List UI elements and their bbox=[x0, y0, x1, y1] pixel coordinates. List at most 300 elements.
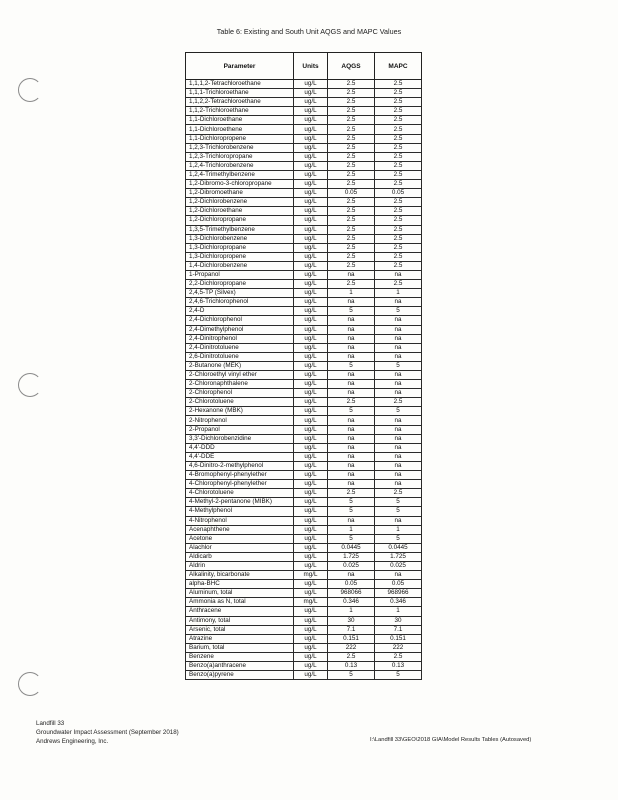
cell-mapc: na bbox=[375, 416, 422, 425]
cell-mapc: 2.5 bbox=[375, 225, 422, 234]
cell-mapc: 0.346 bbox=[375, 598, 422, 607]
table-row bbox=[186, 616, 422, 625]
cell-units: mg/L bbox=[294, 598, 328, 607]
table-row bbox=[186, 234, 422, 243]
cell-aqgs: na bbox=[328, 471, 375, 480]
cell-parameter: 2,4-Dichlorophenol bbox=[186, 316, 294, 325]
header-aqgs: AQGS bbox=[328, 53, 375, 80]
cell-mapc: na bbox=[375, 434, 422, 443]
cell-mapc: 222 bbox=[375, 643, 422, 652]
cell-aqgs: na bbox=[328, 461, 375, 470]
cell-aqgs: 7.1 bbox=[328, 625, 375, 634]
cell-aqgs: na bbox=[328, 516, 375, 525]
table-row bbox=[186, 134, 422, 143]
cell-aqgs: na bbox=[328, 389, 375, 398]
cell-mapc: na bbox=[375, 316, 422, 325]
table-row bbox=[186, 207, 422, 216]
cell-parameter: 2,6-Dinitrotoluene bbox=[186, 352, 294, 361]
cell-aqgs: 2.5 bbox=[328, 252, 375, 261]
cell-aqgs: 0.0445 bbox=[328, 543, 375, 552]
cell-mapc: 5 bbox=[375, 507, 422, 516]
cell-mapc: na bbox=[375, 270, 422, 279]
cell-units: ug/L bbox=[294, 225, 328, 234]
table-row bbox=[186, 198, 422, 207]
cell-aqgs: na bbox=[328, 434, 375, 443]
cell-mapc: 7.1 bbox=[375, 625, 422, 634]
cell-units: ug/L bbox=[294, 361, 328, 370]
cell-parameter: Alachlor bbox=[186, 543, 294, 552]
cell-parameter: 1,2-Dibromoethane bbox=[186, 189, 294, 198]
cell-aqgs: 2.5 bbox=[328, 180, 375, 189]
cell-units: ug/L bbox=[294, 289, 328, 298]
cell-units: ug/L bbox=[294, 371, 328, 380]
cell-mapc: 30 bbox=[375, 616, 422, 625]
cell-aqgs: 2.5 bbox=[328, 161, 375, 170]
cell-parameter: 2-Chlorotoluene bbox=[186, 398, 294, 407]
cell-parameter: 2-Butanone (MEK) bbox=[186, 361, 294, 370]
cell-aqgs: 2.5 bbox=[328, 216, 375, 225]
cell-aqgs: 1 bbox=[328, 525, 375, 534]
table-row bbox=[186, 216, 422, 225]
cell-aqgs: 5 bbox=[328, 534, 375, 543]
cell-aqgs: 2.5 bbox=[328, 170, 375, 179]
cell-parameter: 1,1,2-Trichloroethane bbox=[186, 107, 294, 116]
cell-mapc: 2.5 bbox=[375, 198, 422, 207]
cell-parameter: 1,3-Dichloropropane bbox=[186, 243, 294, 252]
cell-units: ug/L bbox=[294, 434, 328, 443]
cell-parameter: 2,4-Dinitrophenol bbox=[186, 334, 294, 343]
cell-mapc: na bbox=[375, 334, 422, 343]
binder-hole-top bbox=[18, 78, 42, 102]
cell-units: ug/L bbox=[294, 243, 328, 252]
cell-aqgs: 968066 bbox=[328, 589, 375, 598]
table-row bbox=[186, 380, 422, 389]
table-row bbox=[186, 543, 422, 552]
cell-units: ug/L bbox=[294, 116, 328, 125]
table-row bbox=[186, 161, 422, 170]
cell-parameter: Ammonia as N, total bbox=[186, 598, 294, 607]
table-row bbox=[186, 407, 422, 416]
cell-mapc: 5 bbox=[375, 307, 422, 316]
cell-parameter: Antimony, total bbox=[186, 616, 294, 625]
table-row bbox=[186, 225, 422, 234]
cell-parameter: 2,4,6-Trichlorophenol bbox=[186, 298, 294, 307]
cell-parameter: 4-Chlorophenyl-phenylether bbox=[186, 480, 294, 489]
cell-aqgs: na bbox=[328, 343, 375, 352]
cell-mapc: 0.13 bbox=[375, 662, 422, 671]
cell-units: ug/L bbox=[294, 280, 328, 289]
cell-units: ug/L bbox=[294, 634, 328, 643]
cell-units: ug/L bbox=[294, 398, 328, 407]
table-row bbox=[186, 307, 422, 316]
table-row bbox=[186, 289, 422, 298]
cell-aqgs: na bbox=[328, 480, 375, 489]
cell-aqgs: na bbox=[328, 416, 375, 425]
cell-units: ug/L bbox=[294, 316, 328, 325]
cell-parameter: 1,1,1,2-Tetrachloroethane bbox=[186, 80, 294, 89]
page-title: Table 6: Existing and South Unit AQGS and MAPC Values bbox=[216, 27, 402, 36]
table-row bbox=[186, 525, 422, 534]
cell-aqgs: 1.725 bbox=[328, 552, 375, 561]
cell-units: ug/L bbox=[294, 561, 328, 570]
cell-parameter: Benzo(a)pyrene bbox=[186, 671, 294, 680]
cell-mapc: 0.025 bbox=[375, 561, 422, 570]
cell-units: ug/L bbox=[294, 143, 328, 152]
cell-parameter: alpha-BHC bbox=[186, 580, 294, 589]
binder-hole-bottom bbox=[18, 672, 42, 696]
table-row bbox=[186, 571, 422, 580]
table-row bbox=[186, 461, 422, 470]
cell-parameter: 4,4'-DDE bbox=[186, 452, 294, 461]
cell-parameter: 1-Propanol bbox=[186, 270, 294, 279]
cell-aqgs: 2.5 bbox=[328, 234, 375, 243]
cell-mapc: 2.5 bbox=[375, 98, 422, 107]
cell-aqgs: na bbox=[328, 298, 375, 307]
cell-aqgs: 2.5 bbox=[328, 207, 375, 216]
cell-parameter: Atrazine bbox=[186, 634, 294, 643]
cell-units: ug/L bbox=[294, 98, 328, 107]
cell-mapc: 5 bbox=[375, 498, 422, 507]
cell-mapc: na bbox=[375, 571, 422, 580]
cell-mapc: 2.5 bbox=[375, 652, 422, 661]
cell-parameter: 3,3'-Dichlorobenzidine bbox=[186, 434, 294, 443]
cell-mapc: na bbox=[375, 443, 422, 452]
cell-parameter: Benzo(a)anthracene bbox=[186, 662, 294, 671]
table-row bbox=[186, 671, 422, 680]
cell-mapc: na bbox=[375, 516, 422, 525]
cell-mapc: na bbox=[375, 352, 422, 361]
table-row bbox=[186, 398, 422, 407]
table-body bbox=[186, 80, 422, 680]
table-row bbox=[186, 334, 422, 343]
cell-mapc: na bbox=[375, 452, 422, 461]
cell-aqgs: na bbox=[328, 452, 375, 461]
cell-mapc: na bbox=[375, 389, 422, 398]
cell-parameter: 1,2-Dichloropropane bbox=[186, 216, 294, 225]
table-row bbox=[186, 489, 422, 498]
cell-units: ug/L bbox=[294, 643, 328, 652]
table-row bbox=[186, 352, 422, 361]
cell-aqgs: 2.5 bbox=[328, 98, 375, 107]
cell-aqgs: 5 bbox=[328, 307, 375, 316]
cell-units: ug/L bbox=[294, 498, 328, 507]
cell-parameter: 4-Bromophenyl-phenylether bbox=[186, 471, 294, 480]
cell-units: ug/L bbox=[294, 152, 328, 161]
cell-aqgs: 2.5 bbox=[328, 134, 375, 143]
cell-units: ug/L bbox=[294, 134, 328, 143]
cell-parameter: 1,2,4-Trimethylbenzene bbox=[186, 170, 294, 179]
table-row bbox=[186, 361, 422, 370]
cell-mapc: 2.5 bbox=[375, 161, 422, 170]
cell-parameter: 4,6-Dinitro-2-methylphenol bbox=[186, 461, 294, 470]
table-row bbox=[186, 643, 422, 652]
table-row bbox=[186, 425, 422, 434]
cell-parameter: 1,1-Dichloroethene bbox=[186, 125, 294, 134]
cell-aqgs: 222 bbox=[328, 643, 375, 652]
cell-parameter: 4-Nitrophenol bbox=[186, 516, 294, 525]
cell-parameter: Arsenic, total bbox=[186, 625, 294, 634]
cell-units: ug/L bbox=[294, 170, 328, 179]
table-row bbox=[186, 298, 422, 307]
table-row bbox=[186, 607, 422, 616]
cell-parameter: 2,2-Dichloropropane bbox=[186, 280, 294, 289]
cell-parameter: 4-Methyl-2-pentanone (MIBK) bbox=[186, 498, 294, 507]
cell-aqgs: na bbox=[328, 571, 375, 580]
table-row bbox=[186, 143, 422, 152]
cell-units: ug/L bbox=[294, 461, 328, 470]
cell-aqgs: na bbox=[328, 443, 375, 452]
cell-mapc: 2.5 bbox=[375, 143, 422, 152]
cell-parameter: Acenaphthene bbox=[186, 525, 294, 534]
cell-aqgs: 2.5 bbox=[328, 489, 375, 498]
cell-mapc: 5 bbox=[375, 361, 422, 370]
cell-parameter: 1,2-Dichloroethane bbox=[186, 207, 294, 216]
cell-units: ug/L bbox=[294, 307, 328, 316]
cell-aqgs: 5 bbox=[328, 498, 375, 507]
cell-aqgs: 30 bbox=[328, 616, 375, 625]
table-row bbox=[186, 589, 422, 598]
cell-mapc: na bbox=[375, 425, 422, 434]
cell-parameter: 2-Propanol bbox=[186, 425, 294, 434]
cell-parameter: 4-Chlorotoluene bbox=[186, 489, 294, 498]
cell-parameter: Alkalinity, bicarbonate bbox=[186, 571, 294, 580]
cell-aqgs: 2.5 bbox=[328, 261, 375, 270]
table-row bbox=[186, 80, 422, 89]
table-row bbox=[186, 416, 422, 425]
cell-parameter: 2,4-D bbox=[186, 307, 294, 316]
cell-parameter: 2,4-Dimethylphenol bbox=[186, 325, 294, 334]
cell-units: ug/L bbox=[294, 580, 328, 589]
cell-units: ug/L bbox=[294, 489, 328, 498]
cell-units: mg/L bbox=[294, 571, 328, 580]
cell-mapc: 5 bbox=[375, 407, 422, 416]
cell-aqgs: na bbox=[328, 352, 375, 361]
cell-aqgs: na bbox=[328, 380, 375, 389]
cell-parameter: 1,2,3-Trichloropropane bbox=[186, 152, 294, 161]
table-row bbox=[186, 452, 422, 461]
table-row bbox=[186, 116, 422, 125]
cell-aqgs: 1 bbox=[328, 289, 375, 298]
footer-report: Groundwater Impact Assessment (September 2018) bbox=[36, 728, 179, 736]
footer-project: Landfill 33 bbox=[36, 720, 65, 727]
cell-mapc: 2.5 bbox=[375, 252, 422, 261]
cell-aqgs: 5 bbox=[328, 671, 375, 680]
cell-units: ug/L bbox=[294, 416, 328, 425]
cell-units: ug/L bbox=[294, 352, 328, 361]
cell-units: ug/L bbox=[294, 425, 328, 434]
cell-mapc: na bbox=[375, 343, 422, 352]
cell-mapc: 2.5 bbox=[375, 134, 422, 143]
cell-parameter: 2-Nitrophenol bbox=[186, 416, 294, 425]
cell-mapc: 2.5 bbox=[375, 216, 422, 225]
cell-units: ug/L bbox=[294, 671, 328, 680]
cell-parameter: 1,2,3-Trichlorobenzene bbox=[186, 143, 294, 152]
cell-units: ug/L bbox=[294, 180, 328, 189]
table-row bbox=[186, 598, 422, 607]
cell-aqgs: 2.5 bbox=[328, 152, 375, 161]
table-row bbox=[186, 89, 422, 98]
cell-mapc: 2.5 bbox=[375, 261, 422, 270]
cell-aqgs: na bbox=[328, 371, 375, 380]
cell-mapc: na bbox=[375, 471, 422, 480]
cell-units: ug/L bbox=[294, 516, 328, 525]
table-row bbox=[186, 280, 422, 289]
table-row bbox=[186, 507, 422, 516]
table-row bbox=[186, 243, 422, 252]
cell-parameter: 2-Chloroethyl vinyl ether bbox=[186, 371, 294, 380]
table-row bbox=[186, 180, 422, 189]
cell-units: ug/L bbox=[294, 261, 328, 270]
cell-aqgs: 0.346 bbox=[328, 598, 375, 607]
table-row bbox=[186, 107, 422, 116]
cell-units: ug/L bbox=[294, 252, 328, 261]
cell-units: ug/L bbox=[294, 198, 328, 207]
cell-units: ug/L bbox=[294, 161, 328, 170]
cell-parameter: 2-Chlorophenol bbox=[186, 389, 294, 398]
cell-units: ug/L bbox=[294, 380, 328, 389]
cell-mapc: na bbox=[375, 325, 422, 334]
cell-units: ug/L bbox=[294, 80, 328, 89]
table-row bbox=[186, 389, 422, 398]
cell-parameter: 1,1,1-Trichloroethane bbox=[186, 89, 294, 98]
cell-units: ug/L bbox=[294, 534, 328, 543]
cell-aqgs: 2.5 bbox=[328, 243, 375, 252]
table-row bbox=[186, 652, 422, 661]
cell-parameter: 1,3,5-Trimethylbenzene bbox=[186, 225, 294, 234]
cell-mapc: 2.5 bbox=[375, 152, 422, 161]
cell-mapc: na bbox=[375, 371, 422, 380]
cell-parameter: 2-Chloronaphthalene bbox=[186, 380, 294, 389]
cell-parameter: Acetone bbox=[186, 534, 294, 543]
cell-aqgs: na bbox=[328, 325, 375, 334]
cell-mapc: 2.5 bbox=[375, 89, 422, 98]
cell-parameter: 2,4-Dinitrotoluene bbox=[186, 343, 294, 352]
cell-units: ug/L bbox=[294, 443, 328, 452]
cell-units: ug/L bbox=[294, 616, 328, 625]
cell-aqgs: 2.5 bbox=[328, 225, 375, 234]
cell-parameter: Benzene bbox=[186, 652, 294, 661]
table-row bbox=[186, 125, 422, 134]
cell-parameter: 1,3-Dichloropropene bbox=[186, 252, 294, 261]
cell-parameter: 1,1-Dichloroethane bbox=[186, 116, 294, 125]
cell-mapc: na bbox=[375, 298, 422, 307]
footer-info bbox=[36, 720, 179, 746]
cell-mapc: 2.5 bbox=[375, 243, 422, 252]
table-row bbox=[186, 480, 422, 489]
cell-aqgs: 2.5 bbox=[328, 125, 375, 134]
table-row bbox=[186, 634, 422, 643]
cell-units: ug/L bbox=[294, 652, 328, 661]
table-row bbox=[186, 434, 422, 443]
cell-mapc: 2.5 bbox=[375, 234, 422, 243]
table-row bbox=[186, 561, 422, 570]
cell-mapc: 0.0445 bbox=[375, 543, 422, 552]
cell-aqgs: 0.13 bbox=[328, 662, 375, 671]
table-row bbox=[186, 498, 422, 507]
cell-units: ug/L bbox=[294, 407, 328, 416]
cell-parameter: Anthracene bbox=[186, 607, 294, 616]
table-row bbox=[186, 343, 422, 352]
cell-mapc: 2.5 bbox=[375, 170, 422, 179]
table-row bbox=[186, 580, 422, 589]
header-units: Units bbox=[294, 53, 328, 80]
cell-aqgs: 2.5 bbox=[328, 280, 375, 289]
cell-mapc: na bbox=[375, 480, 422, 489]
cell-parameter: 1,3-Dichlorobenzene bbox=[186, 234, 294, 243]
cell-units: ug/L bbox=[294, 662, 328, 671]
table-row bbox=[186, 443, 422, 452]
cell-parameter: 1,1-Dichloropropene bbox=[186, 134, 294, 143]
cell-parameter: 1,2-Dibromo-3-chloropropane bbox=[186, 180, 294, 189]
cell-mapc: 2.5 bbox=[375, 398, 422, 407]
cell-parameter: 1,2,4-Trichlorobenzene bbox=[186, 161, 294, 170]
cell-units: ug/L bbox=[294, 471, 328, 480]
cell-mapc: 0.05 bbox=[375, 580, 422, 589]
cell-units: ug/L bbox=[294, 216, 328, 225]
cell-units: ug/L bbox=[294, 480, 328, 489]
cell-mapc: na bbox=[375, 461, 422, 470]
cell-mapc: 968966 bbox=[375, 589, 422, 598]
cell-aqgs: 0.025 bbox=[328, 561, 375, 570]
cell-units: ug/L bbox=[294, 334, 328, 343]
cell-units: ug/L bbox=[294, 543, 328, 552]
cell-mapc: 2.5 bbox=[375, 280, 422, 289]
cell-units: ug/L bbox=[294, 189, 328, 198]
cell-mapc: 2.5 bbox=[375, 80, 422, 89]
cell-aqgs: 2.5 bbox=[328, 652, 375, 661]
cell-parameter: 1,1,2,2-Tetrachloroethane bbox=[186, 98, 294, 107]
cell-units: ug/L bbox=[294, 552, 328, 561]
table-row bbox=[186, 261, 422, 270]
cell-units: ug/L bbox=[294, 589, 328, 598]
cell-units: ug/L bbox=[294, 207, 328, 216]
cell-mapc: 0.05 bbox=[375, 189, 422, 198]
table-row bbox=[186, 662, 422, 671]
cell-parameter: Aldrin bbox=[186, 561, 294, 570]
table-row bbox=[186, 516, 422, 525]
cell-parameter: 4,4'-DDD bbox=[186, 443, 294, 452]
cell-units: ug/L bbox=[294, 389, 328, 398]
cell-units: ug/L bbox=[294, 325, 328, 334]
cell-aqgs: 5 bbox=[328, 507, 375, 516]
table-row bbox=[186, 534, 422, 543]
cell-aqgs: na bbox=[328, 334, 375, 343]
cell-mapc: 0.151 bbox=[375, 634, 422, 643]
table-row bbox=[186, 170, 422, 179]
values-table bbox=[185, 52, 422, 680]
cell-parameter: 2,4,5-TP (Silvex) bbox=[186, 289, 294, 298]
footer-file-path: I:\Landfill 33\GEO\2018 GIA\Model Results Tables (Autosaved) bbox=[370, 737, 532, 743]
cell-aqgs: 2.5 bbox=[328, 143, 375, 152]
cell-mapc: 2.5 bbox=[375, 107, 422, 116]
table-row bbox=[186, 316, 422, 325]
cell-mapc: 1.725 bbox=[375, 552, 422, 561]
cell-aqgs: 1 bbox=[328, 607, 375, 616]
cell-units: ug/L bbox=[294, 507, 328, 516]
cell-aqgs: 5 bbox=[328, 361, 375, 370]
table-row bbox=[186, 252, 422, 261]
cell-units: ug/L bbox=[294, 89, 328, 98]
cell-units: ug/L bbox=[294, 625, 328, 634]
cell-parameter: Aluminum, total bbox=[186, 589, 294, 598]
cell-aqgs: na bbox=[328, 425, 375, 434]
cell-aqgs: 2.5 bbox=[328, 116, 375, 125]
table-header-row bbox=[186, 53, 422, 80]
cell-aqgs: 0.151 bbox=[328, 634, 375, 643]
cell-aqgs: 0.05 bbox=[328, 580, 375, 589]
cell-parameter: Aldicarb bbox=[186, 552, 294, 561]
cell-units: ug/L bbox=[294, 452, 328, 461]
